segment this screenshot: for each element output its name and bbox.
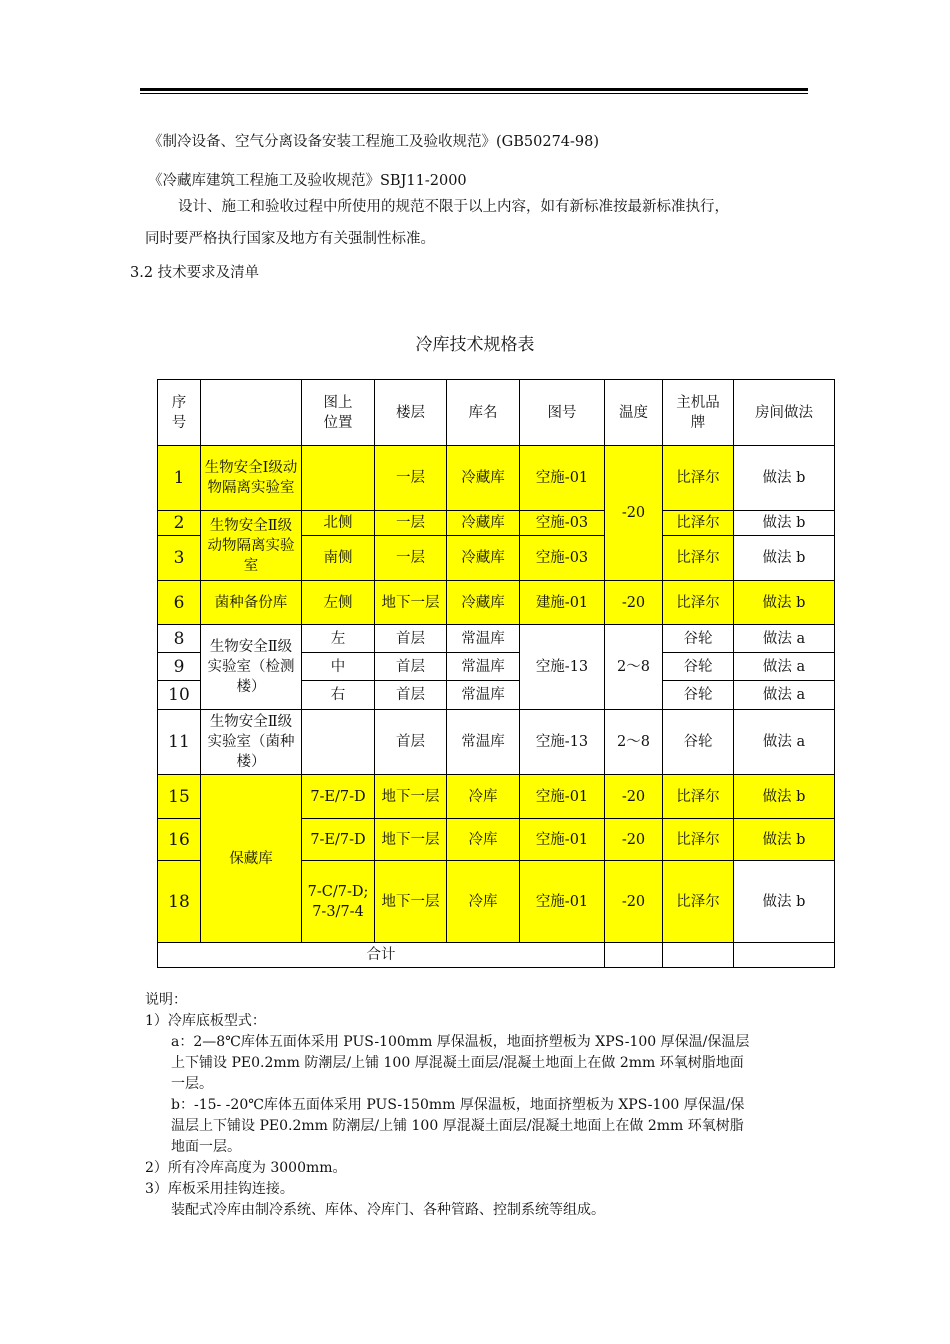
total-brand — [663, 943, 734, 968]
row-floor: 一层 — [375, 536, 447, 581]
row-method: 做法 b — [734, 775, 835, 819]
row-temp: -20 — [605, 446, 663, 581]
table-row — [158, 710, 835, 775]
row-seq: 3 — [158, 536, 201, 581]
table-row — [158, 446, 835, 511]
header-position: 图上 位置 — [302, 380, 375, 446]
row-method: 做法 a — [734, 681, 835, 710]
row-method: 做法 b — [734, 581, 835, 625]
row-position: 7-E/7-D — [302, 775, 375, 819]
row-position — [302, 710, 375, 775]
row-brand: 比泽尔 — [663, 446, 734, 511]
row-position: 北侧 — [302, 511, 375, 536]
row-method: 做法 b — [734, 861, 835, 943]
row-drawing: 空施-01 — [520, 775, 605, 819]
row-name: 生物安全Ⅱ级实验室（菌种楼） — [201, 710, 302, 775]
row-floor: 首层 — [375, 710, 447, 775]
row-seq: 9 — [158, 653, 201, 681]
row-brand: 比泽尔 — [663, 819, 734, 861]
row-position: 右 — [302, 681, 375, 710]
header-brand: 主机品 牌 — [663, 380, 734, 446]
table-title: 冷库技术规格表 — [415, 335, 535, 355]
row-floor: 地下一层 — [375, 819, 447, 861]
row-store: 冷库 — [447, 775, 520, 819]
header-seq: 序 号 — [158, 380, 201, 446]
notes-item-3: 3）库板采用挂钩连接。 — [145, 1181, 294, 1197]
row-method: 做法 a — [734, 625, 835, 653]
row-drawing: 空施-13 — [520, 625, 605, 710]
row-brand: 谷轮 — [663, 653, 734, 681]
table-row — [158, 581, 835, 625]
total-method — [734, 943, 835, 968]
row-floor: 首层 — [375, 653, 447, 681]
row-drawing: 空施-01 — [520, 446, 605, 511]
row-store: 常温库 — [447, 625, 520, 653]
row-method: 做法 b — [734, 819, 835, 861]
header-temp: 温度 — [605, 380, 663, 446]
row-position: 南侧 — [302, 536, 375, 581]
row-name: 生物安全Ⅱ级动物隔离实验室 — [201, 511, 302, 581]
note-b-line: 温层上下铺设 PE0.2mm 防潮层/上铺 100 厚混凝土面层/混凝土地面上在做 2mm 环氧树脂 — [171, 1118, 744, 1134]
row-temp: -20 — [605, 819, 663, 861]
row-seq: 8 — [158, 625, 201, 653]
row-drawing: 建施-01 — [520, 581, 605, 625]
row-drawing: 空施-03 — [520, 536, 605, 581]
total-temp — [605, 943, 663, 968]
row-brand: 谷轮 — [663, 625, 734, 653]
notes-section — [145, 990, 749, 1221]
total-label: 合计 — [158, 943, 605, 968]
notes-heading: 说明： — [145, 992, 187, 1008]
table-row — [158, 625, 835, 653]
row-store: 冷藏库 — [447, 511, 520, 536]
row-store: 冷藏库 — [447, 581, 520, 625]
row-brand: 比泽尔 — [663, 581, 734, 625]
row-position: 左 — [302, 625, 375, 653]
header-rule-thin — [140, 93, 808, 94]
row-position: 左侧 — [302, 581, 375, 625]
row-seq: 16 — [158, 819, 201, 861]
header-store: 库名 — [447, 380, 520, 446]
row-store: 常温库 — [447, 653, 520, 681]
row-method: 做法 b — [734, 446, 835, 511]
table-header-row — [158, 380, 835, 446]
row-brand: 谷轮 — [663, 710, 734, 775]
row-store: 冷库 — [447, 819, 520, 861]
note-a-line: 一层。 — [171, 1076, 213, 1092]
note-b-line: 地面一层。 — [171, 1139, 241, 1155]
row-temp: -20 — [605, 861, 663, 943]
row-floor: 首层 — [375, 625, 447, 653]
row-floor: 首层 — [375, 681, 447, 710]
row-seq: 15 — [158, 775, 201, 819]
row-brand: 谷轮 — [663, 681, 734, 710]
row-temp: -20 — [605, 581, 663, 625]
note-a-line: a：2—8℃库体五面体采用 PUS-100mm 厚保温板，地面挤塑板为 XPS-100 厚保温/保温层 — [171, 1034, 750, 1050]
header-drawing: 图号 — [520, 380, 605, 446]
row-name: 生物安全Ⅱ级实验室（检测楼） — [201, 625, 302, 710]
row-store: 常温库 — [447, 710, 520, 775]
notes-item-1: 1）冷库底板型式： — [145, 1013, 266, 1029]
header-floor: 楼层 — [375, 380, 447, 446]
row-name: 菌种备份库 — [201, 581, 302, 625]
row-store: 常温库 — [447, 681, 520, 710]
row-seq: 1 — [158, 446, 201, 511]
row-temp: -20 — [605, 775, 663, 819]
spec-table — [157, 379, 835, 968]
note-b-line: b：-15- -20℃库体五面体采用 PUS-150mm 厚保温板，地面挤塑板为 XPS-100 厚保温/保 — [171, 1097, 745, 1113]
row-seq: 2 — [158, 511, 201, 536]
row-position: 中 — [302, 653, 375, 681]
row-floor: 一层 — [375, 511, 447, 536]
row-seq: 11 — [158, 710, 201, 775]
row-floor: 地下一层 — [375, 775, 447, 819]
row-method: 做法 b — [734, 536, 835, 581]
standard-line-1: 《制冷设备、空气分离设备安装工程施工及验收规范》(GB50274-98) — [148, 134, 600, 150]
row-drawing: 空施-01 — [520, 819, 605, 861]
standard-line-2: 《冷藏库建筑工程施工及验收规范》SBJ11-2000 — [148, 173, 467, 189]
row-method: 做法 b — [734, 511, 835, 536]
row-brand: 比泽尔 — [663, 775, 734, 819]
row-floor: 一层 — [375, 446, 447, 511]
row-floor: 地下一层 — [375, 581, 447, 625]
row-store: 冷藏库 — [447, 446, 520, 511]
row-method: 做法 a — [734, 653, 835, 681]
row-temp: 2～8 — [605, 710, 663, 775]
row-floor: 地下一层 — [375, 861, 447, 943]
header-method: 房间做法 — [734, 380, 835, 446]
row-seq: 18 — [158, 861, 201, 943]
notes-tail: 装配式冷库由制冷系统、库体、冷库门、各种管路、控制系统等组成。 — [171, 1202, 605, 1218]
row-temp: 2～8 — [605, 625, 663, 710]
row-name: 保藏库 — [201, 775, 302, 943]
row-position — [302, 446, 375, 511]
row-seq: 10 — [158, 681, 201, 710]
notes-item-2: 2）所有冷库高度为 3000mm。 — [145, 1160, 347, 1176]
row-position: 7-E/7-D — [302, 819, 375, 861]
row-brand: 比泽尔 — [663, 536, 734, 581]
row-seq: 6 — [158, 581, 201, 625]
table-total-row — [158, 943, 835, 968]
row-brand: 比泽尔 — [663, 511, 734, 536]
row-name: 生物安全Ⅰ级动物隔离实验室 — [201, 446, 302, 511]
paragraph-line-2: 同时要严格执行国家及地方有关强制性标准。 — [145, 231, 435, 247]
row-store: 冷库 — [447, 861, 520, 943]
header-rule-thick — [140, 88, 808, 91]
section-heading: 3.2 技术要求及清单 — [130, 265, 260, 281]
paragraph-line-1: 设计、施工和验收过程中所使用的规范不限于以上内容，如有新标准按最新标准执行， — [178, 199, 729, 215]
table-row — [158, 511, 835, 536]
row-drawing: 空施-01 — [520, 861, 605, 943]
note-a-line: 上下铺设 PE0.2mm 防潮层/上铺 100 厚混凝土面层/混凝土地面上在做 2mm 环氧树脂地面 — [171, 1055, 744, 1071]
row-drawing: 空施-03 — [520, 511, 605, 536]
header-name — [201, 380, 302, 446]
row-brand: 比泽尔 — [663, 861, 734, 943]
row-drawing: 空施-13 — [520, 710, 605, 775]
row-store: 冷藏库 — [447, 536, 520, 581]
row-method: 做法 a — [734, 710, 835, 775]
table-row — [158, 775, 835, 819]
row-position: 7-C/7-D; 7-3/7-4 — [302, 861, 375, 943]
